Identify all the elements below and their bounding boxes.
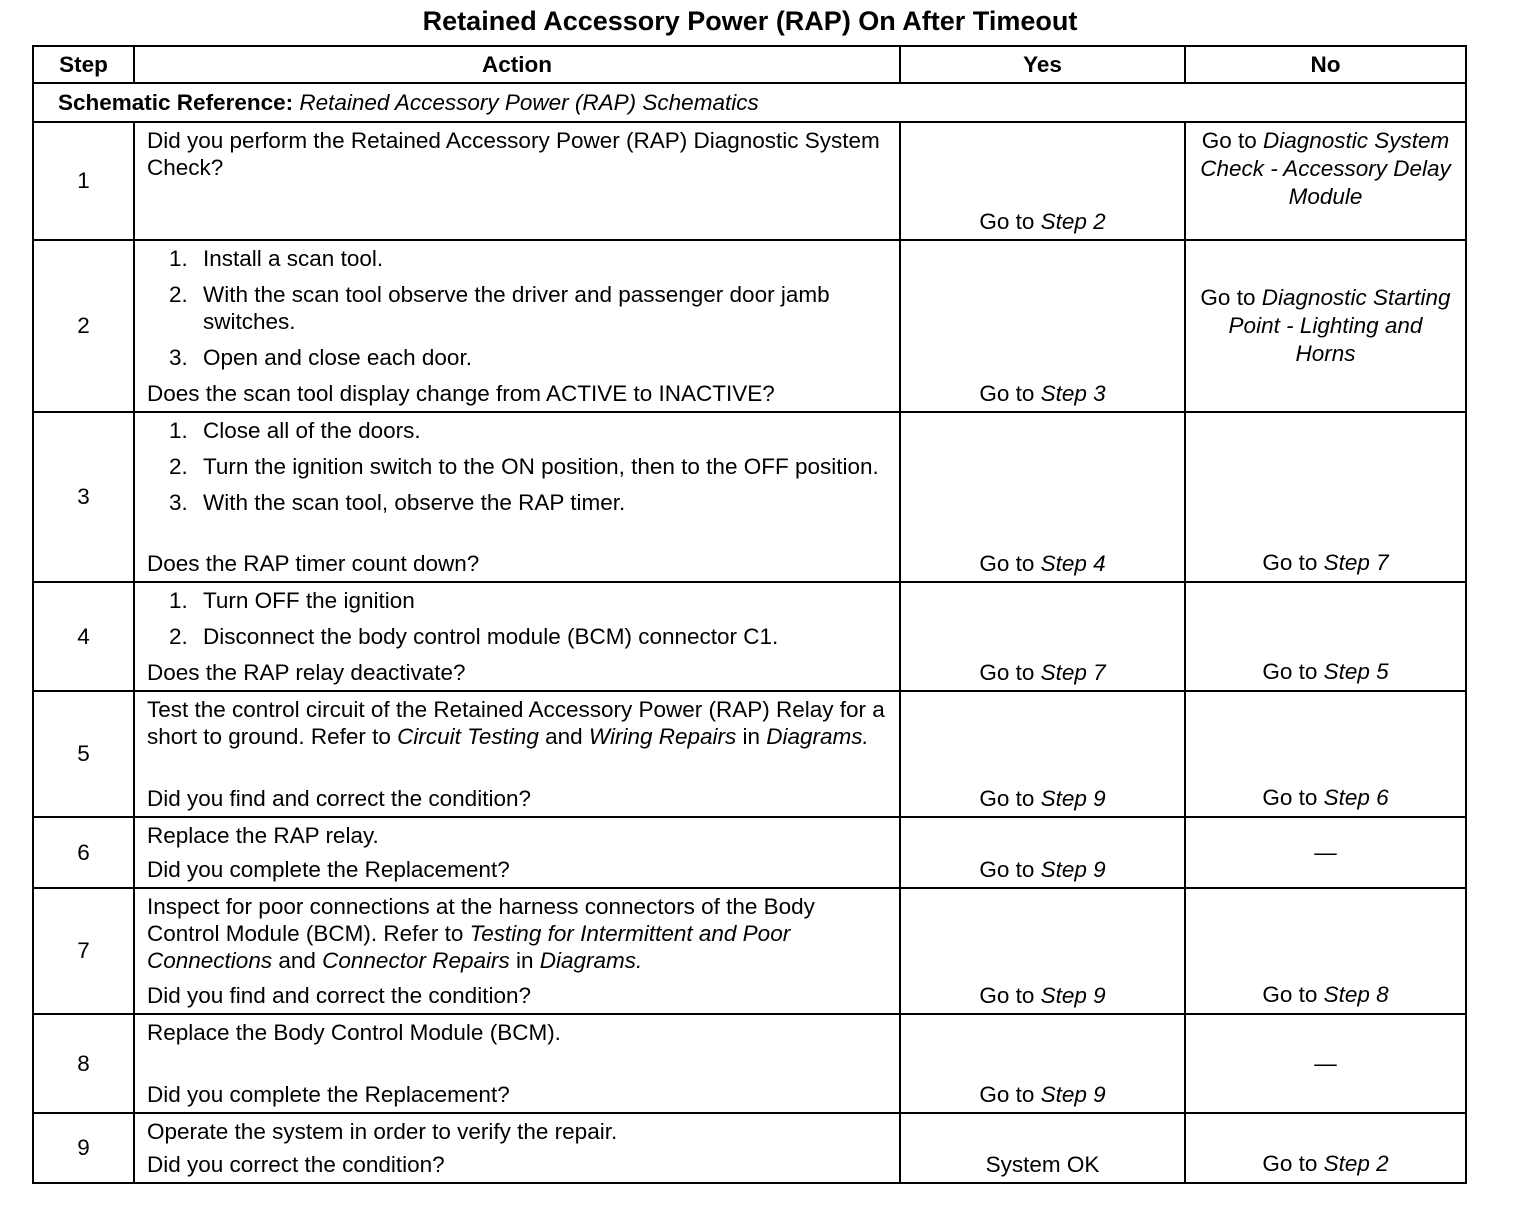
action-content	[147, 696, 887, 812]
text: Did you complete the Replacement?	[147, 1082, 510, 1107]
paragraph	[147, 1151, 887, 1178]
reference-text: Testing for Intermittent and Poor Connections	[147, 921, 791, 973]
action-instructions	[147, 127, 887, 181]
action-cell	[134, 582, 900, 691]
yes-cell	[900, 1113, 1185, 1183]
yes-cell	[900, 122, 1185, 240]
table-row	[33, 1014, 1466, 1113]
action-instructions	[147, 696, 887, 750]
paragraph	[147, 127, 887, 181]
no-cell	[1185, 817, 1466, 888]
paragraph	[147, 1019, 887, 1046]
no-cell	[1185, 888, 1466, 1014]
schematic-link: Retained Accessory Power (RAP) Schematics	[299, 89, 759, 115]
action-content	[147, 245, 887, 407]
header-row	[33, 46, 1466, 83]
reference-text: Step 5	[1323, 659, 1389, 684]
list-text	[203, 453, 879, 480]
text: Did you find and correct the condition?	[147, 983, 531, 1008]
paragraph	[147, 696, 887, 750]
paragraph	[147, 380, 887, 407]
table-row	[33, 240, 1466, 412]
list-text	[203, 417, 421, 444]
schematic-reference	[33, 83, 1466, 122]
text: Operate the system in order to verify the repair.	[147, 1119, 618, 1144]
no-cell	[1185, 582, 1466, 691]
text: Go to	[1262, 550, 1324, 575]
list-text	[203, 344, 472, 371]
reference-text: Step 2	[1040, 209, 1106, 234]
schematic-label: Schematic Reference:	[58, 89, 294, 115]
text: Go to	[979, 381, 1041, 406]
reference-text: Step 9	[1040, 983, 1106, 1008]
paragraph	[147, 1118, 887, 1145]
action-cell	[134, 691, 900, 817]
action-content	[147, 1019, 887, 1108]
action-question	[147, 856, 887, 883]
header-no: No	[1185, 46, 1466, 83]
step-number: 3	[33, 412, 134, 582]
list-number: 1.	[169, 588, 188, 613]
text: Go to	[979, 786, 1041, 811]
schematic-reference-row	[33, 83, 1466, 122]
table-row	[33, 412, 1466, 582]
paragraph	[147, 982, 887, 1009]
step-number: 9	[33, 1113, 134, 1183]
no-cell	[1185, 412, 1466, 582]
action-cell	[134, 817, 900, 888]
list-number: 3.	[169, 490, 188, 515]
table-row	[33, 817, 1466, 888]
table-row	[33, 1113, 1466, 1183]
text: —	[1314, 1050, 1337, 1076]
text: Go to	[1200, 285, 1262, 310]
action-cell	[134, 888, 900, 1014]
table-row	[33, 888, 1466, 1014]
yes-cell	[900, 817, 1185, 888]
text: Inspect for poor connections at the harness connectors of the Body Control Module (BCM). Refer to	[147, 894, 815, 946]
header-yes: Yes	[900, 46, 1185, 83]
reference-text: Step 8	[1323, 982, 1389, 1007]
action-instructions	[147, 1019, 887, 1046]
paragraph	[147, 785, 887, 812]
action-content	[147, 822, 887, 883]
step-number: 1	[33, 122, 134, 240]
text: Turn the ignition switch to the ON position, then to the OFF position.	[203, 454, 879, 479]
no-cell	[1185, 691, 1466, 817]
step-number: 5	[33, 691, 134, 817]
list-item	[147, 281, 887, 335]
text: Did you find and correct the condition?	[147, 786, 531, 811]
action-cell	[134, 1113, 900, 1183]
action-instructions	[147, 893, 887, 974]
text: Go to	[1262, 982, 1324, 1007]
paragraph	[147, 893, 887, 974]
list-item	[147, 489, 887, 516]
yes-cell	[900, 691, 1185, 817]
document-title: Retained Accessory Power (RAP) On After Timeout	[422, 6, 1078, 36]
reference-text: Step 4	[1040, 551, 1106, 576]
reference-text: Connector Repairs	[322, 948, 510, 973]
action-instructions	[147, 822, 887, 849]
text: Did you complete the Replacement?	[147, 857, 510, 882]
reference-text: Step 3	[1040, 381, 1106, 406]
action-cell	[134, 1014, 900, 1113]
no-cell	[1185, 240, 1466, 412]
text: Does the RAP relay deactivate?	[147, 660, 466, 685]
paragraph	[147, 659, 887, 686]
reference-text: Step 9	[1040, 857, 1106, 882]
text: Go to	[979, 857, 1041, 882]
reference-text: Step 2	[1323, 1151, 1389, 1176]
action-question	[147, 982, 887, 1009]
action-instructions	[147, 245, 887, 380]
action-content	[147, 417, 887, 577]
text: Go to	[979, 660, 1041, 685]
text: Did you correct the condition?	[147, 1152, 445, 1177]
action-question	[147, 1081, 887, 1108]
no-cell	[1185, 122, 1466, 240]
reference-text: Diagrams.	[539, 948, 643, 973]
text: Install a scan tool.	[203, 246, 384, 271]
action-question	[147, 785, 887, 812]
action-content	[147, 587, 887, 686]
step-number: 4	[33, 582, 134, 691]
text: Go to	[1201, 128, 1263, 153]
step-number: 2	[33, 240, 134, 412]
table-row	[33, 691, 1466, 817]
list-item	[147, 344, 887, 371]
action-question	[147, 380, 887, 407]
action-content	[147, 893, 887, 1009]
yes-cell	[900, 1014, 1185, 1113]
text: Go to	[1262, 659, 1324, 684]
text: Go to	[1262, 1151, 1324, 1176]
reference-text: Step 7	[1323, 550, 1389, 575]
list-number: 2.	[169, 282, 188, 307]
paragraph	[147, 1081, 887, 1108]
yes-cell	[900, 888, 1185, 1014]
header-step: Step	[33, 46, 134, 83]
reference-text: Step 6	[1323, 785, 1389, 810]
text: Test the control circuit of the Retained Accessory Power (RAP) Relay for a short to ground. Refer to	[147, 697, 885, 749]
action-question	[147, 659, 887, 686]
text: and	[272, 948, 323, 973]
reference-text: Step 9	[1040, 786, 1106, 811]
table-row	[33, 582, 1466, 691]
action-cell	[134, 240, 900, 412]
action-instructions	[147, 417, 887, 525]
list-number: 3.	[169, 345, 188, 370]
paragraph	[147, 822, 887, 849]
list-text	[203, 587, 415, 614]
reference-text: Diagnostic System Check - Accessory Delay Module	[1200, 128, 1451, 209]
list-item	[147, 453, 887, 480]
text: With the scan tool observe the driver and passenger door jamb switches.	[203, 282, 830, 334]
reference-text: Wiring Repairs	[588, 724, 737, 749]
text: With the scan tool, observe the RAP timer.	[203, 490, 626, 515]
no-cell	[1185, 1113, 1466, 1183]
text: —	[1314, 839, 1337, 865]
text: Close all of the doors.	[203, 418, 421, 443]
text: Go to	[979, 1082, 1041, 1107]
text: Does the scan tool display change from ACTIVE to INACTIVE?	[147, 381, 775, 406]
text: Go to	[979, 551, 1041, 576]
list-number: 2.	[169, 454, 188, 479]
list-text	[203, 281, 887, 335]
yes-cell	[900, 582, 1185, 691]
yes-cell	[900, 240, 1185, 412]
text: and	[538, 724, 589, 749]
reference-text: Diagnostic Starting Point - Lighting and Horns	[1228, 285, 1451, 366]
action-instructions	[147, 1118, 887, 1145]
text: in	[736, 724, 767, 749]
text: Go to	[979, 983, 1041, 1008]
list-text	[203, 623, 778, 650]
list-text	[203, 489, 625, 516]
action-cell	[134, 122, 900, 240]
action-content	[147, 1118, 887, 1178]
action-question	[147, 550, 887, 577]
header-action: Action	[134, 46, 900, 83]
text: Replace the Body Control Module (BCM).	[147, 1020, 561, 1045]
text: Go to	[979, 209, 1041, 234]
diagnostic-table	[32, 45, 1467, 1184]
step-number: 8	[33, 1014, 134, 1113]
list-text	[203, 245, 383, 272]
step-number: 6	[33, 817, 134, 888]
action-question	[147, 1151, 887, 1178]
list-item	[147, 417, 887, 444]
step-number: 7	[33, 888, 134, 1014]
list-item	[147, 623, 887, 650]
reference-text: Step 7	[1040, 660, 1106, 685]
text: Did you perform the Retained Accessory Power (RAP) Diagnostic System Check?	[147, 128, 880, 180]
text: Go to	[1262, 785, 1324, 810]
list-number: 1.	[169, 246, 188, 271]
text: Open and close each door.	[203, 345, 472, 370]
text: System OK	[985, 1152, 1100, 1177]
yes-cell	[900, 412, 1185, 582]
text: Disconnect the body control module (BCM) connector C1.	[203, 624, 779, 649]
reference-text: Circuit Testing	[397, 724, 539, 749]
list-item	[147, 245, 887, 272]
action-instructions	[147, 587, 887, 659]
text: Does the RAP timer count down?	[147, 551, 480, 576]
action-content	[147, 127, 887, 235]
paragraph	[147, 550, 887, 577]
list-item	[147, 587, 887, 614]
action-cell	[134, 412, 900, 582]
no-cell	[1185, 1014, 1466, 1113]
list-number: 1.	[169, 418, 188, 443]
text: Replace the RAP relay.	[147, 823, 379, 848]
table-row	[33, 122, 1466, 240]
text: Turn OFF the ignition	[203, 588, 415, 613]
reference-text: Diagrams.	[766, 724, 869, 749]
list-number: 2.	[169, 624, 188, 649]
reference-text: Step 9	[1040, 1082, 1106, 1107]
paragraph	[147, 856, 887, 883]
text: in	[509, 948, 540, 973]
